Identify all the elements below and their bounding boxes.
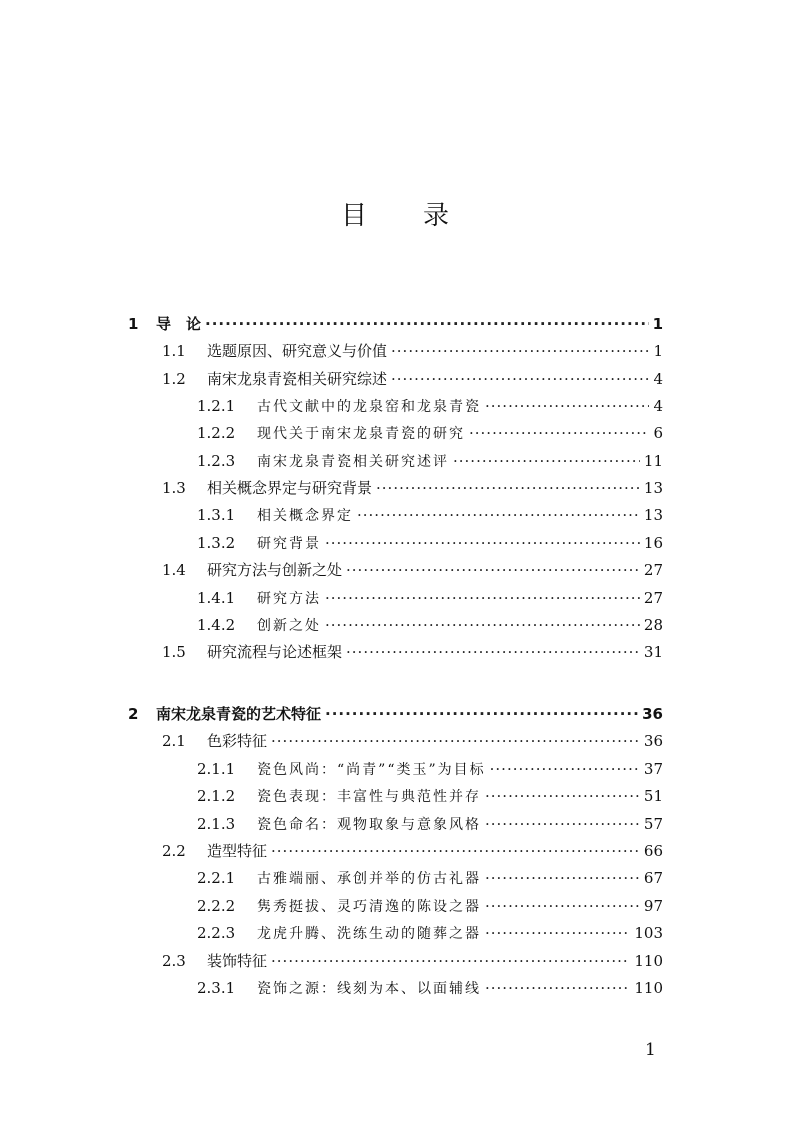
toc-entry-title: 创新之处	[257, 618, 321, 634]
dot-leader	[490, 757, 640, 781]
toc-entry[interactable]	[197, 503, 663, 527]
toc-entry-number: 2.3.1	[197, 979, 236, 997]
toc-entry-page: 6	[653, 424, 663, 442]
toc-entry-title: 装饰特征	[207, 952, 268, 970]
toc-entry-page: 110	[634, 952, 663, 970]
dot-leader	[485, 894, 640, 918]
toc-entry[interactable]	[197, 784, 663, 808]
toc-entry-page: 97	[643, 897, 663, 915]
toc-entry-number: 1.3.2	[197, 534, 236, 552]
toc-entry[interactable]	[197, 531, 663, 555]
toc-entry-title: 古雅端丽、承创并举的仿古礼器	[257, 871, 481, 887]
toc-entry-title: 古代文献中的龙泉窑和龙泉青瓷	[257, 399, 481, 415]
dot-leader	[485, 976, 630, 1000]
toc-entry[interactable]	[162, 339, 663, 363]
toc-entry[interactable]	[162, 367, 663, 391]
toc-entry-title: 色彩特征	[207, 732, 268, 750]
dot-leader	[469, 421, 649, 445]
toc-entry-number: 2.2.2	[197, 897, 236, 915]
toc-entry-title: 相关概念界定与研究背景	[207, 479, 373, 497]
page-title: 目录	[340, 201, 505, 231]
toc-entry[interactable]	[197, 586, 663, 610]
toc-entry-title: 隽秀挺拔、灵巧清逸的陈设之器	[257, 899, 481, 915]
dot-leader	[485, 866, 640, 890]
toc-entry-page: 103	[634, 924, 663, 942]
toc-entry-title: 南宋龙泉青瓷的艺术特征	[156, 705, 322, 723]
dot-leader	[271, 949, 630, 973]
toc-entry[interactable]	[197, 866, 663, 890]
toc-entry-title: 研究流程与论述框架	[207, 643, 343, 661]
toc-entry-number: 1.3	[162, 479, 186, 497]
toc-entry-title: 选题原因、研究意义与价值	[207, 342, 388, 360]
toc-entry-number: 1.5	[162, 643, 186, 661]
toc-entry[interactable]	[197, 921, 663, 945]
toc-entry[interactable]	[197, 421, 663, 445]
toc-entry-title: 龙虎升腾、洗练生动的随葬之器	[257, 926, 481, 942]
toc-entry[interactable]	[197, 757, 663, 781]
toc-entry-title: 研究背景	[257, 536, 321, 552]
toc-entry-number: 2.1.2	[197, 787, 236, 805]
dot-leader	[271, 729, 640, 753]
toc-entry-number: 1.1	[162, 342, 186, 360]
toc-entry-page: 67	[643, 869, 663, 887]
toc-entry-title: 南宋龙泉青瓷相关研究述评	[257, 454, 449, 470]
dot-leader	[346, 558, 640, 582]
toc-entry[interactable]	[197, 894, 663, 918]
toc-entry-title: 相关概念界定	[257, 508, 353, 524]
dot-leader	[376, 476, 640, 500]
toc-entry-number: 1.3.1	[197, 506, 236, 524]
dot-leader	[271, 839, 640, 863]
toc-entry-number: 2.1	[162, 732, 186, 750]
dot-leader	[485, 921, 630, 945]
toc-entry-number: 1.2	[162, 370, 186, 388]
toc-entry-page: 51	[643, 787, 663, 805]
toc-entry-page: 4	[653, 397, 663, 415]
dot-leader	[485, 784, 640, 808]
toc-entry-number: 2.1.1	[197, 760, 236, 778]
toc-entry[interactable]	[197, 812, 663, 836]
dot-leader	[325, 531, 640, 555]
toc-entry-number: 2.1.3	[197, 815, 236, 833]
toc-entry-title: 研究方法与创新之处	[207, 561, 343, 579]
toc-entry-title: 导 论	[156, 315, 202, 333]
toc-entry-page: 36	[643, 732, 663, 750]
toc-entry-number: 1.4.2	[197, 616, 236, 634]
toc-entry[interactable]	[162, 949, 663, 973]
toc-entry-page: 1	[652, 315, 663, 333]
toc-entry-number: 1.2.2	[197, 424, 236, 442]
toc-entry-number: 2.2	[162, 842, 186, 860]
toc-entry-title: 南宋龙泉青瓷相关研究综述	[207, 370, 388, 388]
toc-entry-title: 瓷色命名：观物取象与意象风格	[257, 817, 481, 833]
toc-entry-page: 13	[643, 506, 663, 524]
toc-entry[interactable]	[162, 640, 663, 664]
dot-leader	[325, 613, 640, 637]
toc-entry[interactable]	[162, 729, 663, 753]
toc-entry-title: 瓷饰之源：线刻为本、以面辅线	[257, 981, 481, 997]
toc-entry-title: 现代关于南宋龙泉青瓷的研究	[257, 426, 465, 442]
toc-entry-page: 66	[643, 842, 663, 860]
toc-entry[interactable]	[197, 449, 663, 473]
toc-entry-number: 2.3	[162, 952, 186, 970]
toc-entry-page: 28	[643, 616, 663, 634]
toc-entry[interactable]	[128, 312, 663, 336]
toc-entry-number: 1.4.1	[197, 589, 236, 607]
toc-entry-number: 1.4	[162, 561, 186, 579]
toc-entry-number: 1	[128, 315, 139, 333]
toc-entry-page: 36	[642, 705, 663, 723]
toc-entry-page: 27	[643, 561, 663, 579]
toc-entry-number: 2.2.3	[197, 924, 236, 942]
dot-leader	[205, 312, 649, 336]
toc-entry-page: 1	[653, 342, 663, 360]
dot-leader	[391, 367, 649, 391]
toc-entry[interactable]	[162, 558, 663, 582]
toc-entry-title: 瓷色表现：丰富性与典范性并存	[257, 789, 481, 805]
toc-entry[interactable]	[162, 839, 663, 863]
toc-entry-page: 16	[643, 534, 663, 552]
dot-leader	[391, 339, 649, 363]
dot-leader	[453, 449, 640, 473]
toc-entry-title: 瓷色风尚：“尚青”“类玉”为目标	[257, 762, 486, 778]
toc-entry-page: 27	[643, 589, 663, 607]
page-number: 1	[645, 1040, 656, 1060]
dot-leader	[485, 394, 649, 418]
dot-leader	[346, 640, 640, 664]
dot-leader	[325, 586, 640, 610]
toc-entry-page: 110	[634, 979, 663, 997]
dot-leader	[485, 812, 640, 836]
toc-entry-page: 11	[643, 452, 663, 470]
toc-entry-page: 4	[653, 370, 663, 388]
toc-entry-number: 2.2.1	[197, 869, 236, 887]
toc-entry[interactable]	[128, 702, 663, 726]
dot-leader	[325, 702, 638, 726]
dot-leader	[357, 503, 640, 527]
toc-entry-number: 2	[128, 705, 139, 723]
toc-entry-page: 57	[643, 815, 663, 833]
toc-entry-page: 37	[643, 760, 663, 778]
toc-entry[interactable]	[197, 613, 663, 637]
toc-entry-number: 1.2.1	[197, 397, 236, 415]
toc-entry-title: 造型特征	[207, 842, 268, 860]
toc-entry[interactable]	[197, 976, 663, 1000]
toc-entry-number: 1.2.3	[197, 452, 236, 470]
toc-entry[interactable]	[197, 394, 663, 418]
toc-entry[interactable]	[162, 476, 663, 500]
toc-entry-page: 31	[643, 643, 663, 661]
toc-entry-title: 研究方法	[257, 591, 321, 607]
toc-entry-page: 13	[643, 479, 663, 497]
